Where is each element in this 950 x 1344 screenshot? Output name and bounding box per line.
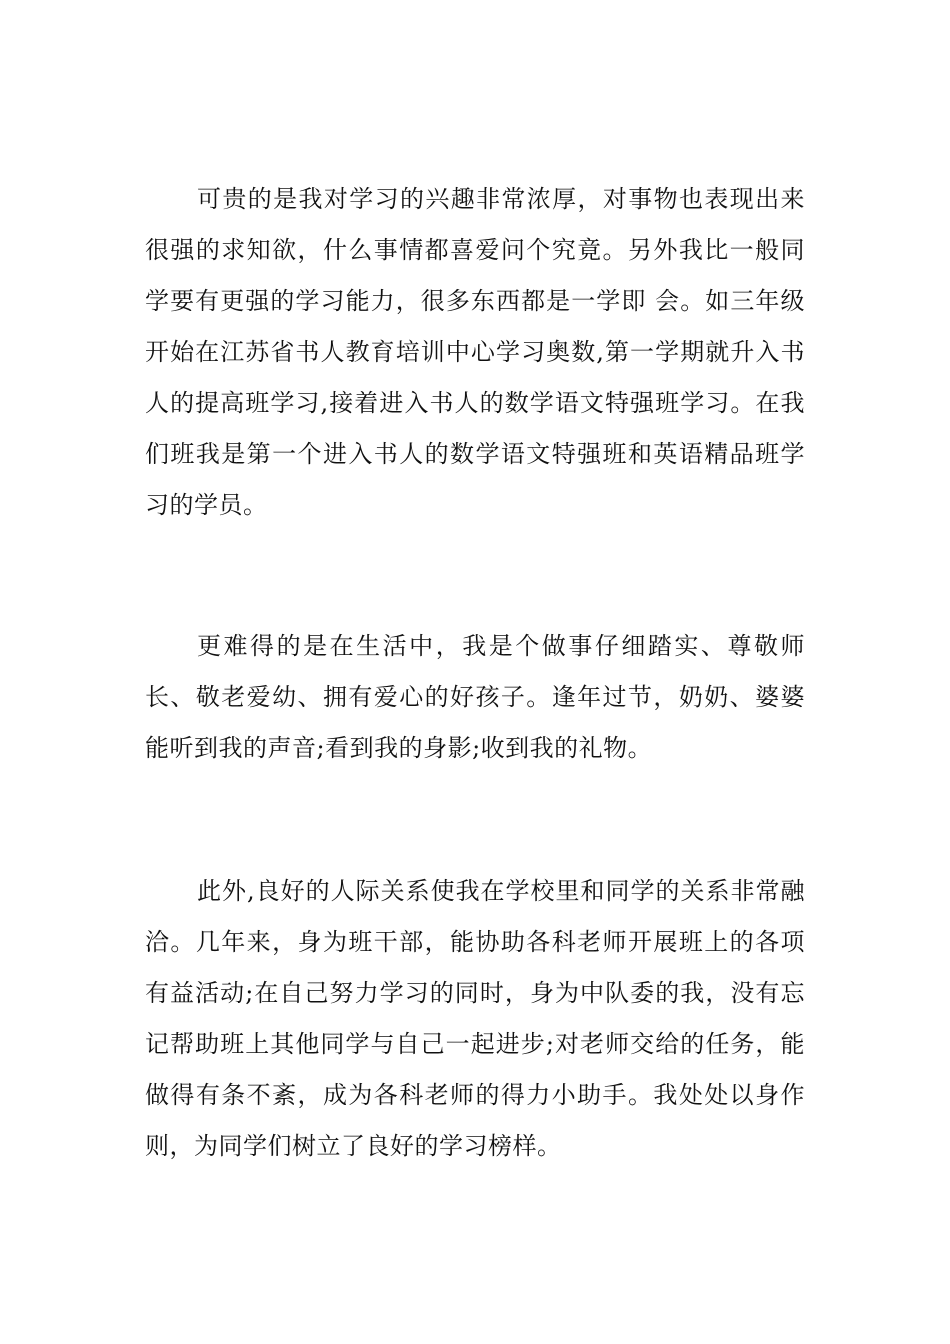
paragraph-study-interest: 可贵的是我对学习的兴趣非常浓厚，对事物也表现出来很强的求知欲，什么事情都喜爱问个究竟。另外我比一般同学要有更强的学习能力，很多东西都是一学即 会。如三年级开始在江苏省书人教育培训中心学习奥数,第一学期就升入书人的提高班学习,接着进入书人的数学语文特强班学习。在我们班我是第一个进入书人的数学语文特强班和英语精品班学习的学员。 — [145, 185, 805, 519]
paragraph-daily-life: 更难得的是在生活中，我是个做事仔细踏实、尊敬师长、敬老爱幼、拥有爱心的好孩子。逢年过节，奶奶、婆婆能听到我的声音;看到我的身影;收到我的礼物。 — [145, 632, 805, 762]
paragraph-relationships: 此外,良好的人际关系使我在学校里和同学的关系非常融洽。几年来，身为班干部，能协助各科老师开展班上的各项有益活动;在自己努力学习的同时，身为中队委的我，没有忘记帮助班上其他同学与自己一起进步;对老师交给的任务，能做得有条不紊，成为各科老师的得力小助手。我处处以身作则，为同学们树立了良好的学习榜样。 — [145, 877, 805, 1160]
